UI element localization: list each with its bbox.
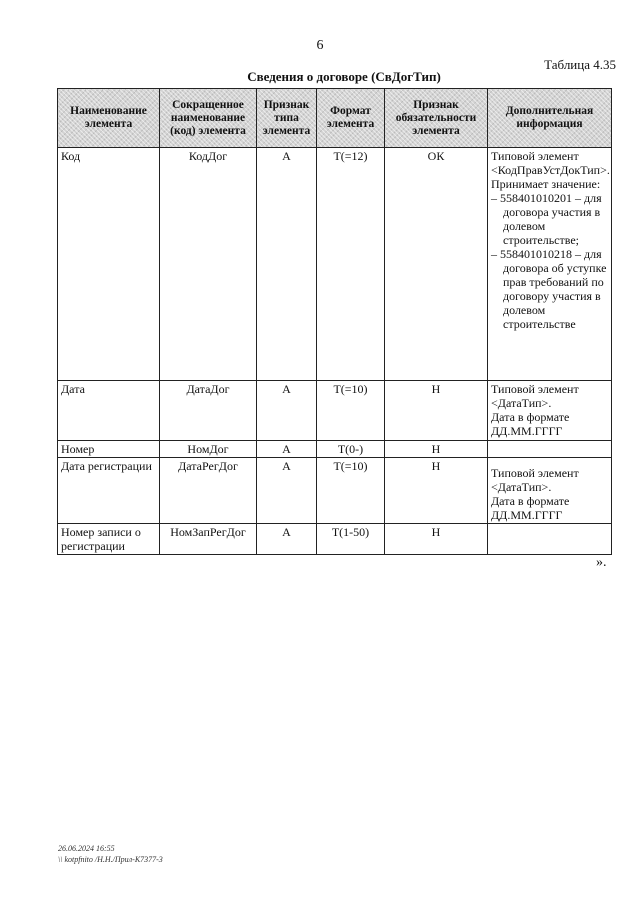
cell-format: Т(1-50) — [317, 524, 385, 555]
header-additional-info: Дополнительная информация — [488, 89, 612, 148]
table-row — [58, 458, 612, 524]
table-title: Сведения о договоре (СвДогТип) — [247, 69, 441, 84]
cell-required: Н — [385, 458, 488, 524]
cell-format: Т(=10) — [317, 381, 385, 441]
table-caption: Таблица 4.35 — [544, 57, 616, 72]
info-line: Типовой элемент <ДатаТип>. — [491, 466, 579, 494]
header-element-name: Наименование элемента — [58, 89, 160, 148]
header-element-format: Формат элемента — [317, 89, 385, 148]
cell-info — [488, 381, 612, 441]
table-row — [58, 148, 612, 381]
header-element-required: Признак обязательности элемента — [385, 89, 488, 148]
info-list-item: – 558401010201 – для договора участия в долевом строительстве; — [491, 191, 602, 247]
header-element-code: Сокращенное наименование (код) элемента — [160, 89, 257, 148]
cell-name: Номер — [58, 441, 160, 458]
cell-name: Номер записи о регистрации — [58, 524, 160, 555]
cell-code: КодДог — [160, 148, 257, 381]
footer-ref: \\ kotpfnito /H.H./Прил-К7377-3 — [58, 855, 163, 864]
header-element-type: Признак типа элемента — [257, 89, 317, 148]
contract-info-table — [57, 88, 612, 555]
cell-name: Код — [58, 148, 160, 381]
cell-info — [488, 148, 612, 381]
table-row — [58, 381, 612, 441]
cell-type: А — [257, 441, 317, 458]
page-number: 6 — [316, 38, 324, 53]
info-line: Принимает значение: — [491, 177, 601, 191]
cell-code: НомЗапРегДог — [160, 524, 257, 555]
cell-name: Дата регистрации — [58, 458, 160, 524]
info-line: Типовой элемент <КодПравУстДокТип>. — [491, 149, 610, 177]
info-list-item: – 558401010218 – для договора об уступке прав требований по договору участия в долевом строительстве — [491, 247, 607, 331]
cell-code: НомДог — [160, 441, 257, 458]
footer-date: 26.06.2024 16:55 — [58, 844, 115, 853]
info-line: Типовой элемент <ДатаТип>. — [491, 382, 579, 410]
cell-type: А — [257, 381, 317, 441]
table-row — [58, 441, 612, 458]
cell-name: Дата — [58, 381, 160, 441]
cell-type: А — [257, 148, 317, 381]
cell-required: Н — [385, 524, 488, 555]
cell-format: Т(0-) — [317, 441, 385, 458]
closing-quote: ». — [596, 555, 607, 570]
cell-type: А — [257, 458, 317, 524]
cell-type: А — [257, 524, 317, 555]
info-line: Дата в формате ДД.ММ.ГГГГ — [491, 494, 570, 522]
cell-required: ОК — [385, 148, 488, 381]
table-row — [58, 524, 612, 555]
cell-required: Н — [385, 441, 488, 458]
cell-format: Т(=12) — [317, 148, 385, 381]
cell-info — [488, 458, 612, 524]
cell-code: ДатаРегДог — [160, 458, 257, 524]
cell-required: Н — [385, 381, 488, 441]
cell-info — [488, 441, 612, 458]
info-line: Дата в формате ДД.ММ.ГГГГ — [491, 410, 570, 438]
cell-info — [488, 524, 612, 555]
cell-code: ДатаДог — [160, 381, 257, 441]
cell-format: Т(=10) — [317, 458, 385, 524]
table-header-row — [58, 89, 612, 148]
